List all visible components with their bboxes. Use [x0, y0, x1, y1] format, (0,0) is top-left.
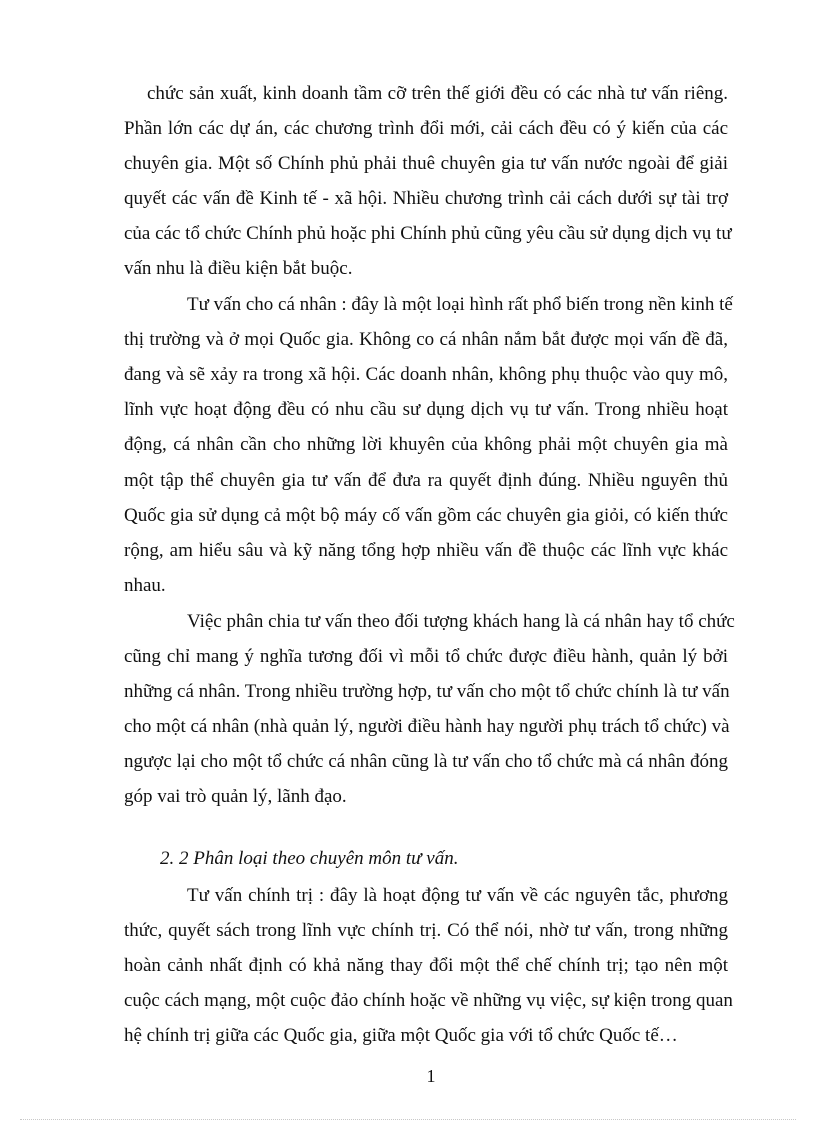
text-line: góp vai trò quản lý, lãnh đạo.: [124, 786, 347, 807]
text-line: nhau.: [124, 575, 166, 596]
text-line: quyết các vấn đề Kinh tế - xã hội. Nhiều chương trình cải cách dưới sự tài trợ: [124, 188, 728, 209]
text-line: cuộc cách mạng, một cuộc đảo chính hoặc về những vụ việc, sự kiện trong quan: [124, 990, 733, 1011]
text-line: vấn nhu là điều kiện bắt buộc.: [124, 258, 353, 279]
text-line: thị trường và ở mọi Quốc gia. Không co cá nhân nắm bắt được mọi vấn đề đã,: [124, 329, 728, 350]
text-line: đang và sẽ xảy ra trong xã hội. Các doanh nhân, không phụ thuộc vào quy mô,: [124, 364, 728, 385]
text-line: Quốc gia sử dụng cả một bộ máy cố vấn gồm các chuyên gia giỏi, có kiến thức: [124, 505, 728, 526]
section-heading: 2. 2 Phân loại theo chuyên môn tư vấn.: [160, 848, 459, 869]
text-line: cũng chỉ mang ý nghĩa tương đối vì mỗi tổ chức được điều hành, quản lý bởi: [124, 646, 728, 667]
text-line: Tư vấn cho cá nhân : đây là một loại hình rất phổ biến trong nền kinh tế: [187, 294, 733, 315]
text-line: chức sản xuất, kinh doanh tầm cỡ trên thế giới đều có các nhà tư vấn riêng.: [147, 83, 728, 104]
text-line: lĩnh vực hoạt động đều có nhu cầu sư dụng dịch vụ tư vấn. Trong nhiều hoạt: [124, 399, 728, 420]
page-divider: [20, 1119, 796, 1120]
text-line: hệ chính trị giữa các Quốc gia, giữa một Quốc gia với tổ chức Quốc tế…: [124, 1025, 678, 1046]
text-line: thức, quyết sách trong lĩnh vực chính trị. Có thể nói, nhờ tư vấn, trong những: [124, 920, 728, 941]
text-line: Tư vấn chính trị : đây là hoạt động tư vấn về các nguyên tắc, phương: [187, 885, 728, 906]
text-line: một tập thể chuyên gia tư vấn để đưa ra quyết định đúng. Nhiều nguyên thủ: [124, 470, 728, 491]
text-line: cho một cá nhân (nhà quản lý, người điều hành hay người phụ trách tổ chức) và: [124, 716, 730, 737]
text-line: hoàn cảnh nhất định có khả năng thay đổi một thể chế chính trị; tạo nên một: [124, 955, 728, 976]
text-line: động, cá nhân cần cho những lời khuyên của không phải một chuyên gia mà: [124, 434, 728, 455]
text-line: ngược lại cho một tổ chức cá nhân cũng là tư vấn cho tổ chức mà cá nhân đóng: [124, 751, 728, 772]
text-line: của các tổ chức Chính phủ hoặc phi Chính phủ cũng yêu cầu sử dụng dịch vụ tư: [124, 223, 732, 244]
text-line: Việc phân chia tư vấn theo đối tượng khách hang là cá nhân hay tổ chức: [187, 611, 735, 632]
page-number: 1: [426, 1066, 436, 1086]
text-line: Phần lớn các dự án, các chương trình đổi mới, cải cách đều có ý kiến của các: [124, 118, 728, 139]
text-line: chuyên gia. Một số Chính phủ phải thuê chuyên gia tư vấn nước ngoài để giải: [124, 153, 728, 174]
text-line: rộng, am hiểu sâu và kỹ năng tổng hợp nhiều vấn đề thuộc các lĩnh vực khác: [124, 540, 728, 561]
text-line: những cá nhân. Trong nhiều trường hợp, tư vấn cho một tổ chức chính là tư vấn: [124, 681, 730, 702]
